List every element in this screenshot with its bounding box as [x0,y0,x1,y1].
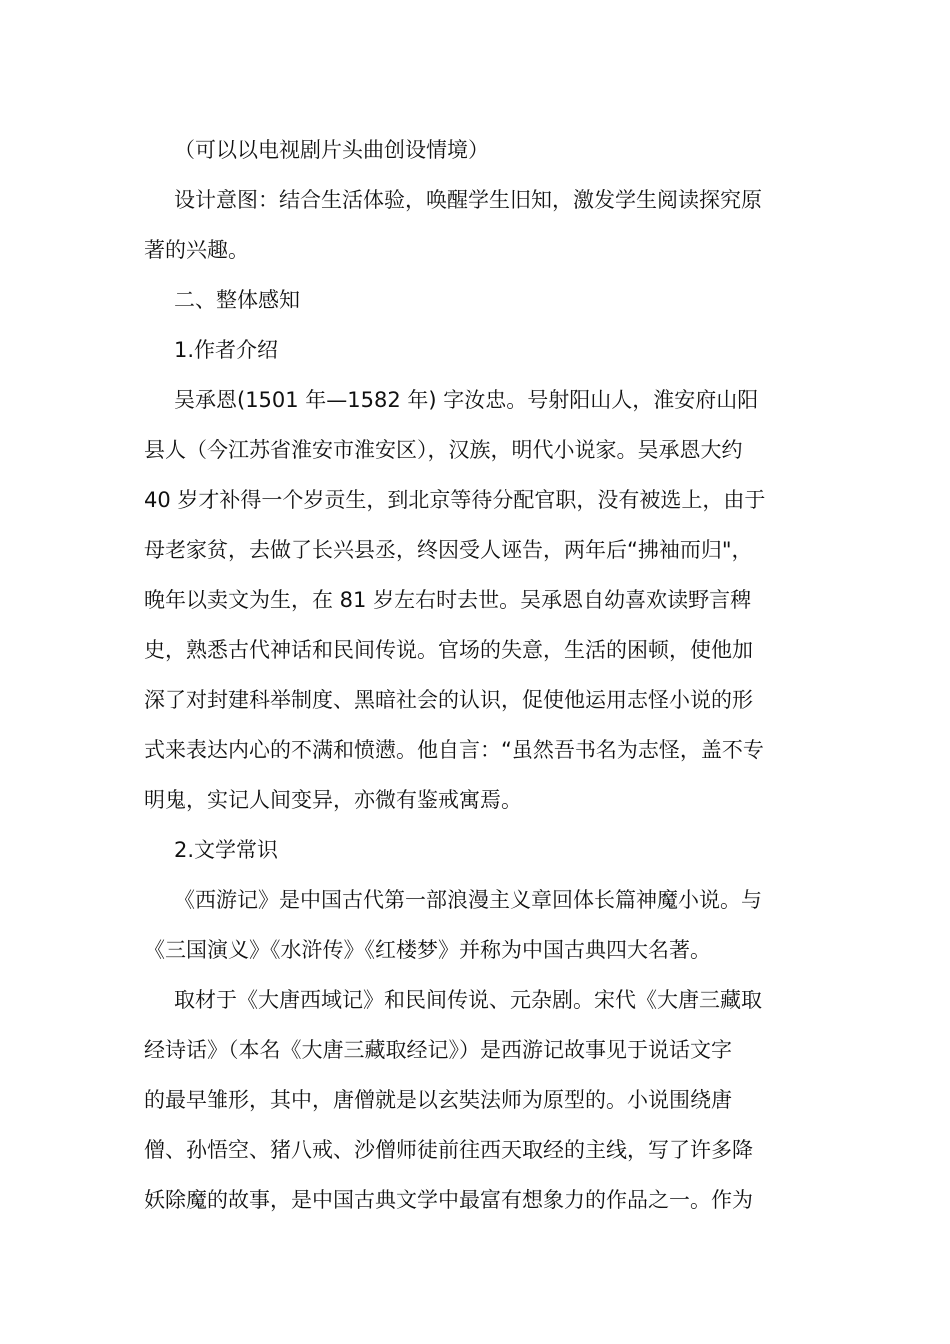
document-page [144,125,806,1225]
text-line: 2.文学常识 [174,838,279,862]
paragraph-journey-west-intro [144,875,806,975]
text-line: 式来表达内心的不满和愤懑。他自言：“虽然吾书名为志怪，盖不专 [144,738,764,762]
text-line: 明鬼，实记人间变异，亦微有鉴戒寓焉。 [144,788,522,812]
subheading-literary-knowledge [144,825,806,875]
text-line: 40 岁才补得一个岁贡生，到北京等待分配官职，没有被选上，由于 [144,488,766,512]
text-line: 妖除魔的故事，是中国古典文学中最富有想象力的作品之一。作为 [144,1188,753,1212]
text-line: 晚年以卖文为生，在 81 岁左右时去世。吴承恩自幼喜欢读野言稗 [144,588,752,612]
subheading-author [144,325,806,375]
text-line: 深了对封建科举制度、黑暗社会的认识，促使他运用志怪小说的形 [144,688,753,712]
paragraph-sources [144,975,806,1225]
text-line: 母老家贫，去做了长兴县丞，终因受人诬告，两年后“拂袖而归"， [144,538,753,562]
text-line: 吴承恩(1501 年—1582 年) 字汝忠。号射阳山人，淮安府山阳 [174,388,759,412]
paragraph-author-bio [144,375,806,825]
text-line: 经诗话》（本名《大唐三藏取经记》）是西游记故事见于说话文字 [144,1038,732,1062]
text-line: 取材于《大唐西域记》和民间传说、元杂剧。宋代《大唐三藏取 [174,988,762,1012]
text-line: （可以以电视剧片头曲创设情境） [174,138,489,162]
text-line: 县人（今江苏省淮安市淮安区），汉族，明代小说家。吴承恩大约 [144,438,743,462]
paragraph-intro-note [144,125,806,175]
text-line: 《三国演义》《水浒传》《红楼梦》并称为中国古典四大名著。 [144,938,711,962]
text-line: 1.作者介绍 [174,338,279,362]
text-line: 《西游记》是中国古代第一部浪漫主义章回体长篇神魔小说。与 [174,888,762,912]
text-line: 史，熟悉古代神话和民间传说。官场的失意，生活的困顿，使他加 [144,638,753,662]
text-line: 设计意图：结合生活体验，唤醒学生旧知，激发学生阅读探究原 [174,188,762,212]
text-line: 的最早雏形，其中，唐僧就是以玄奘法师为原型的。小说围绕唐 [144,1088,732,1112]
text-line: 二、整体感知 [174,288,300,312]
text-line: 僧、孙悟空、猪八戒、沙僧师徒前往西天取经的主线，写了许多降 [144,1138,753,1162]
section-heading-overall [144,275,806,325]
text-line: 著的兴趣。 [144,238,249,262]
paragraph-design-intent [144,175,806,275]
